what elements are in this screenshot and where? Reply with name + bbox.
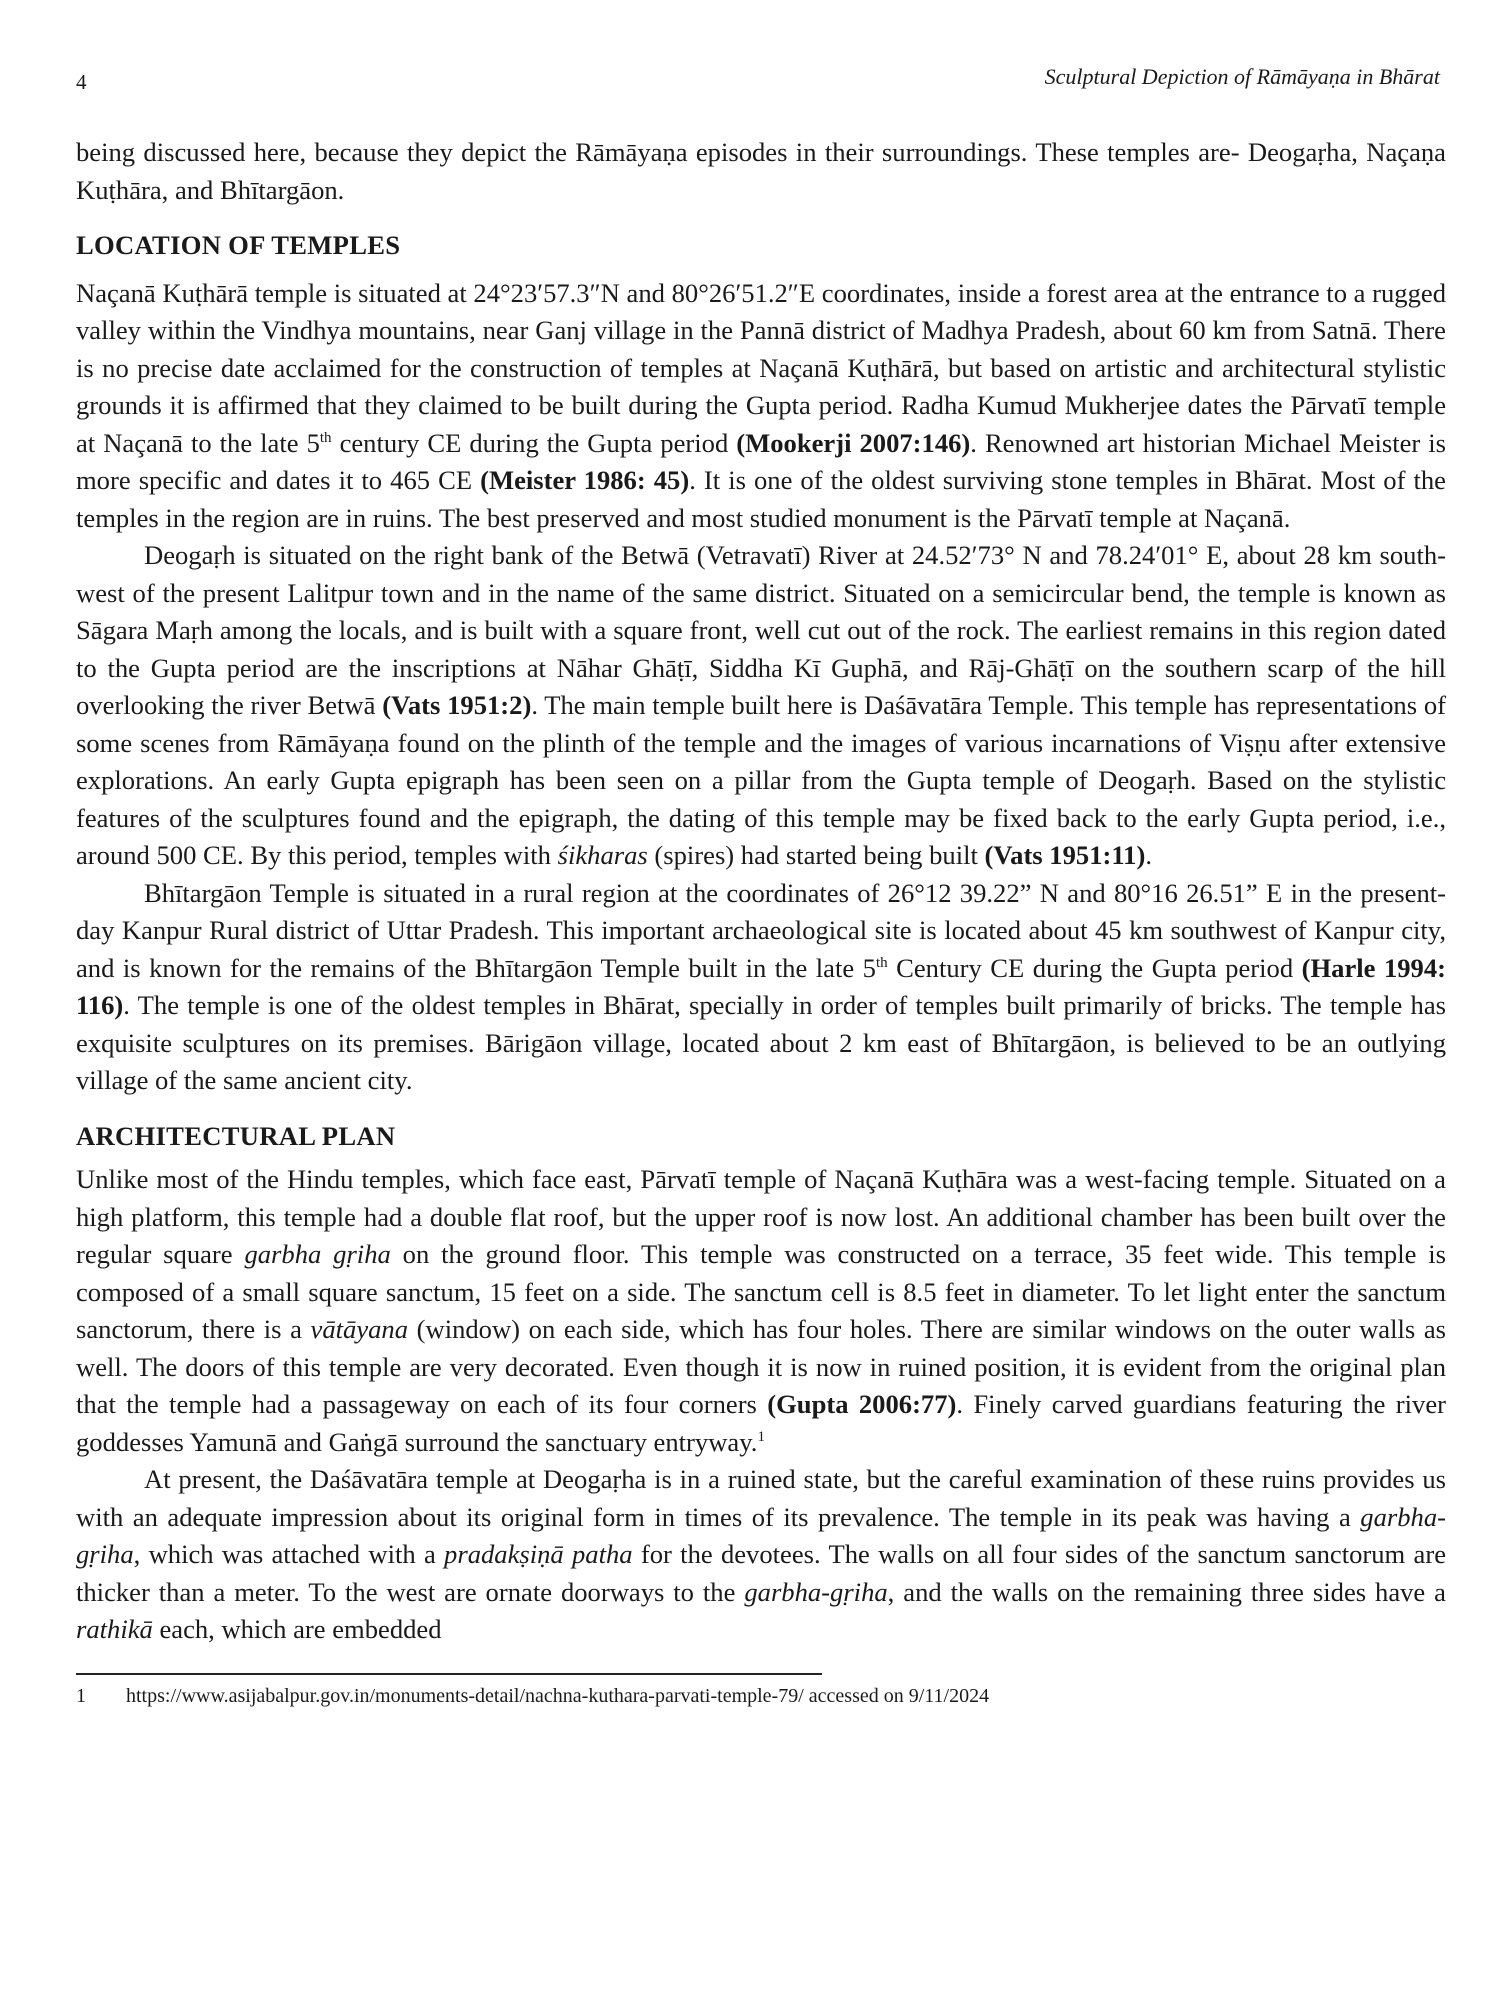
footnote-text[interactable]: https://www.asijabalpur.gov.in/monuments-detail/nachna-kuthara-parvati-temple-79/ accessed on 9/11/2024 <box>126 1684 990 1707</box>
footnote-divider <box>76 1673 822 1675</box>
italic-term: pradakṣiṇā patha <box>444 1539 633 1569</box>
location-paragraph-nacana: Naçanā Kuṭhārā temple is situated at 24°23′57.3″N and 80°26′51.2″E coordinates, inside a forest area at the entrance to a rugged valley within the Vindhya mountains, near Ganj village in the Pannā district of Madhya Pradesh, about 60 km from Satnā. There is no precise date acclaimed for the construction of temples at Naçanā Kuṭhārā, but based on artistic and architectural stylistic grounds it is affirmed that they claimed to be built during the Gupta period. Radha Kumud Mukherjee dates the Pārvatī temple at Naçanā to the late 5th century CE during the Gupta period (Mookerji 2007:146). Renowned art historian Michael Meister is more specific and dates it to 465 CE (Meister 1986: 45). It is one of the oldest surviving stone temples in Bhārat. Most of the temples in the region are in ruins. The best preserved and most studied monument is the Pārvatī temple at Naçanā. <box>76 277 1447 533</box>
citation: (Mookerji 2007:146) <box>736 427 971 458</box>
architecture-paragraph-nacana: Unlike most of the Hindu temples, which face east, Pārvatī temple of Naçanā Kuṭhāra was a west-facing temple. Situated on a high platform, this temple had a double flat roof, but the upper roof is now lost. An additional chamber has been built over the regular square garbha gṛiha on the ground floor. This temple was constructed on a terrace, 35 feet wide. This temple is composed of a small square sanctum, 15 feet on a side. The sanctum cell is 8.5 feet in diameter. To let light enter the sanctum sanctorum, there is a vātāyana (window) on each side, which has four holes. There are similar windows on the outer walls as well. The doors of this temple are very decorated. Even though it is now in ruined position, it is evident from the original plan that the temple had a passageway on each of its four corners (Gupta 2006:77). Finely carved guardians featuring the river goddesses Yamunā and Gaṅgā surround the sanctuary entryway.$^1$ <box>76 1164 1447 1457</box>
citation: (Harle 1994: 116) <box>76 952 1446 1020</box>
ordinal-superscript: th <box>319 429 332 446</box>
italic-term: garbha-gṛiha <box>744 1576 888 1607</box>
page-number: 4 <box>76 70 87 94</box>
citation: (Vats 1951:11) <box>984 840 1146 870</box>
page <box>76 58 1446 1968</box>
italic-term: vātāyana <box>310 1314 409 1344</box>
footnote-number: 1 <box>76 1684 86 1707</box>
italic-term: rathikā <box>76 1614 153 1644</box>
citation: (Gupta 2006:77) <box>767 1389 957 1419</box>
footnote <box>76 1683 1446 1709</box>
intro-paragraph: being discussed here, because they depict the Rāmāyaṇa episodes in their surroundings. These temples are- Deogaṛha, Naçaṇa Kuṭhāra, and Bhītargāon. <box>76 137 1446 205</box>
ordinal-superscript: th <box>875 954 888 971</box>
architecture-heading: ARCHITECTURAL PLAN <box>76 1120 396 1151</box>
italic-term: śikharas <box>557 840 648 870</box>
location-paragraph-bhitargaon: Bhītargāon Temple is situated in a rural region at the coordinates of 26°12 39.22” N and 80°16 26.51” E in the present-day Kanpur Rural district of Uttar Pradesh. This important archaeological site is located about 45 km southwest of Kanpur city, and is known for the remains of the Bhītargāon Temple built in the late 5th Century CE during the Gupta period (Harle 1994: 116). The temple is one of the oldest temples in Bhārat, specially in order of temples built primarily of bricks. The temple has exquisite sculptures on its premises. Bārigāon village, located about 2 km east of Bhītargāon, is believed to be an outlying village of the same ancient city. <box>76 877 1446 1095</box>
architecture-paragraph-deogarh: At present, the Daśāvatāra temple at Deogaṛha is in a ruined state, but the careful examination of these ruins provides us with an adequate impression about its original form in times of its prevalence. The temple in its peak was having a garbha-gṛiha, which was attached with a pradakṣiṇā patha for the devotees. The walls on all four sides of the sanctum sanctorum are thicker than a meter. To the west are ornate doorways to the garbha-gṛiha, and the walls on the remaining three sides have a rathikā each, which are embedded <box>76 1464 1446 1644</box>
location-paragraph-deogarh: Deogaṛh is situated on the right bank of the Betwā (Vetravatī) River at 24.52′73° N and 78.24′01° E, about 28 km south-west of the present Lalitpur town and in the name of the same district. Situated on a semicircular bend, the temple is known as Sāgara Maṛh among the locals, and is built with a square front, well cut out of the rock. The earliest remains in this region dated to the Gupta period are the inscriptions at Nāhar Ghāṭī, Siddha Kī Guphā, and Rāj-Ghāṭī on the southern scarp of the hill overlooking the river Betwā (Vats 1951:2). The main temple built here is Daśāvatāra Temple. This temple has representations of some scenes from Rāmāyaṇa found on the plinth of the temple and the images of various incarnations of Viṣṇu after extensive explorations. An early Gupta epigraph has been seen on a pillar from the Gupta temple of Deogaṛh. Based on the stylistic features of the sculptures found and the epigraph, the dating of this temple may be fixed back to the early Gupta period, i.e., around 500 CE. By this period, temples with śikharas (spires) had started being built (Vats 1951:11). <box>76 540 1446 870</box>
location-heading: LOCATION OF TEMPLES <box>76 230 401 260</box>
citation: (Meister 1986: 45) <box>480 465 690 495</box>
italic-term: garbha-gṛiha <box>76 1501 1446 1569</box>
citation: (Vats 1951:2) <box>382 690 532 720</box>
italic-term: garbha gṛiha <box>244 1239 391 1269</box>
footnote-reference[interactable]: 1 <box>757 1428 765 1445</box>
running-header <box>76 58 1446 98</box>
running-title: Sculptural Depiction of Rāmāyaṇa in Bhārat <box>1044 64 1440 89</box>
